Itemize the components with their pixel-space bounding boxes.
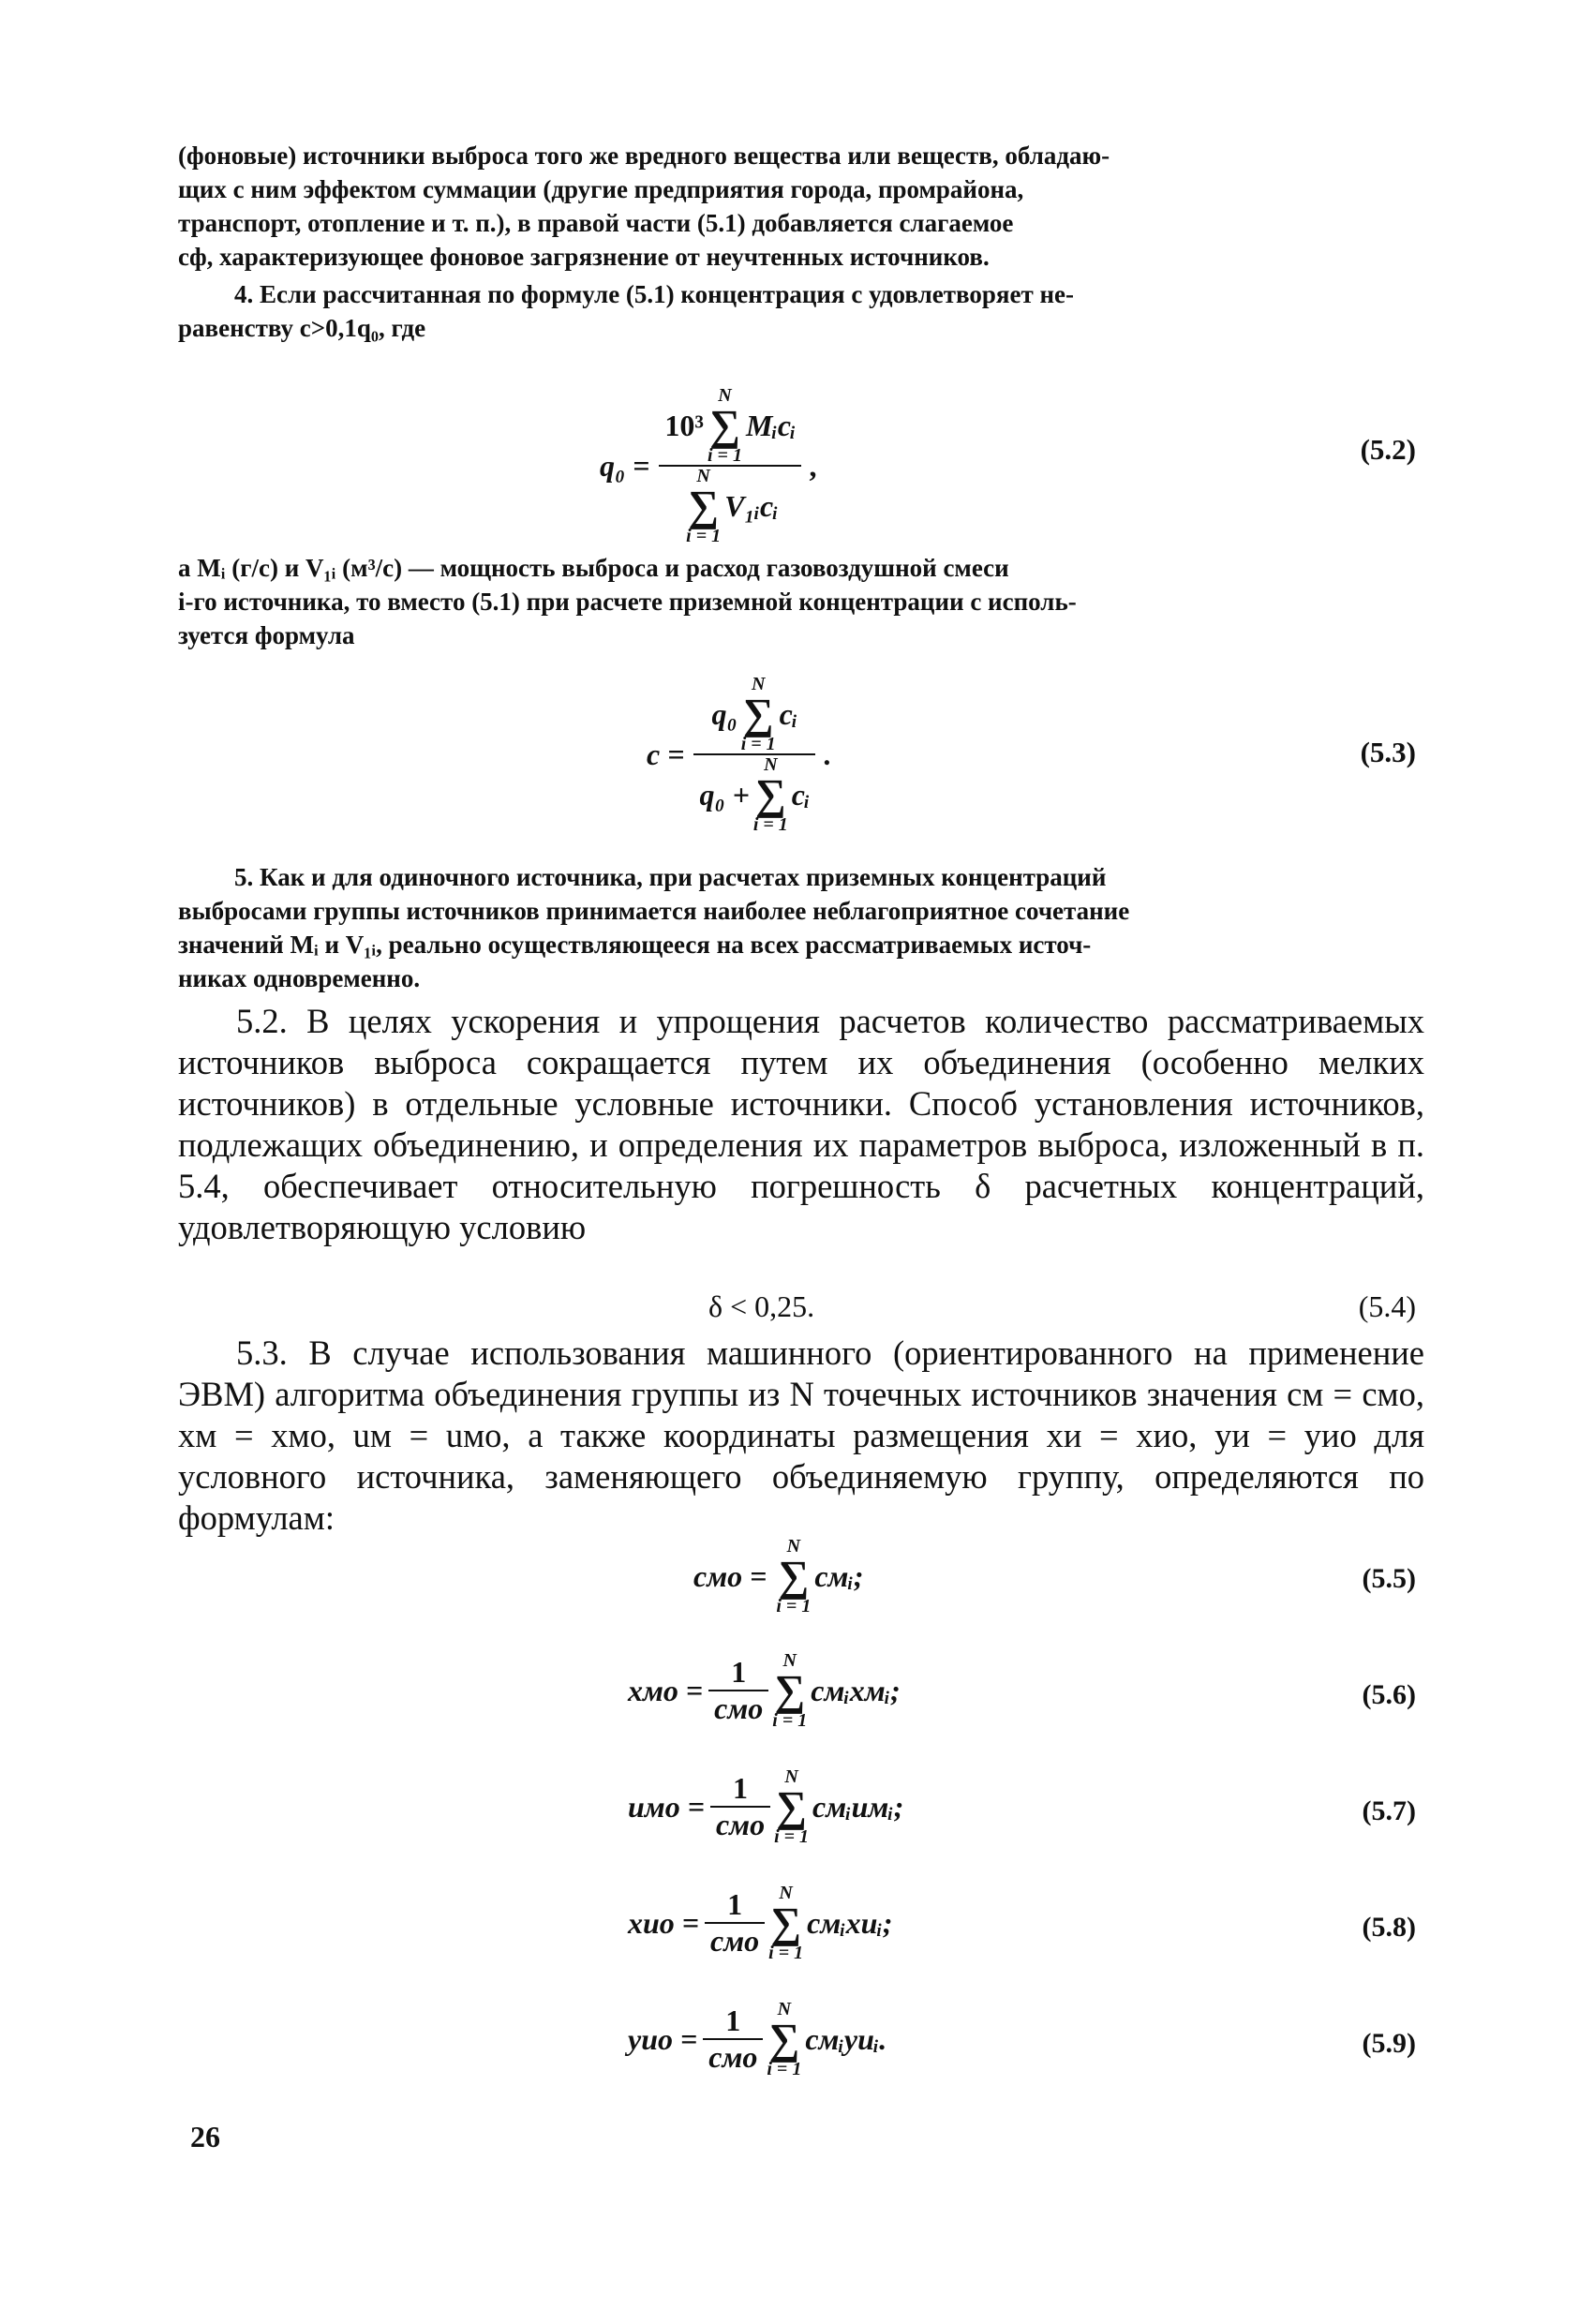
equation-number: (5.7): [1362, 1795, 1416, 1826]
text-line: транспорт, отопление и т. п.), в правой части (5.1) добавляется слагаемое: [178, 209, 1014, 237]
eq-term: cᵢ: [779, 696, 798, 731]
sum-upper: N: [696, 466, 710, 486]
eq-term: Mᵢcᵢ: [745, 408, 797, 442]
sum-symbol: N ∑ i = 1: [768, 1883, 804, 1963]
text-line: 5. Как и для одиночного источника, при расчетах приземных концентраций: [234, 863, 1107, 891]
fraction: [705, 1887, 765, 1959]
sum-upper: N: [779, 1883, 793, 1903]
item-5: [178, 860, 1415, 995]
sum-symbol: N ∑ i = 1: [767, 1999, 802, 2079]
text-line: равенству c>0,1q₀, где: [178, 314, 426, 342]
sum-lower: i = 1: [774, 1826, 810, 1847]
fraction: [703, 2004, 763, 2075]
fraction: [708, 1655, 768, 1726]
fraction-num: 1: [731, 1655, 747, 1689]
eq-coef: q₀: [711, 696, 737, 731]
equation-5-4: [0, 1289, 1594, 1336]
equation-5-9: [0, 2000, 1594, 2103]
text-line: i-го источника, то вместо (5.1) при расчете приземной концентрации c исполь-: [178, 588, 1077, 616]
fraction: [659, 386, 801, 545]
section-5-2: [178, 1001, 1424, 1248]
sum-upper: N: [751, 674, 766, 694]
equation-number: (5.5): [1362, 1563, 1416, 1594]
sum-symbol: N ∑ i = 1: [776, 1536, 812, 1616]
text-line: щих с ним эффектом суммации (другие предприятия города, промрайона,: [178, 175, 1024, 203]
sum-lower: i = 1: [776, 1596, 812, 1616]
eq-term: cмᵢxиᵢ;: [807, 1905, 893, 1940]
eq-coef: 10³: [664, 408, 704, 442]
text-line: выбросами группы источников принимается наиболее неблагоприятное сочетание: [178, 897, 1130, 925]
paragraph: 5.3. В случае использования машинного (ориентированного на применение ЭВМ) алгоритма объединения группы из N точечных источников значения cм = cмо, xм = xмо, uм = uмо, а также координаты размещения xи = xио, yи = yио для условного источника, заменяющего объединяемую группу, определяются по формулам:: [178, 1333, 1424, 1537]
sum-lower: i = 1: [772, 1710, 808, 1731]
equation-5-2: q₀ = 10³ N ∑ i = 1 Mᵢcᵢ N ∑ i = 1 V₁ᵢcᵢ , (5.2): [600, 385, 1416, 546]
sum-upper: N: [782, 1650, 797, 1671]
item-4: [178, 277, 1415, 345]
eq-term: cмᵢ;: [814, 1558, 864, 1593]
fraction-den: cмо: [710, 1924, 760, 1958]
eq-term: cмᵢuмᵢ;: [812, 1789, 904, 1824]
eq-term: V₁ᵢcᵢ: [724, 488, 779, 523]
eq-expr: δ < 0,25.: [708, 1289, 815, 1323]
sum-upper: N: [718, 385, 732, 406]
fraction: [693, 675, 815, 834]
equation-5-7: [0, 1767, 1594, 1870]
sum-symbol: N ∑ i = 1: [740, 674, 776, 754]
fraction-den: cмо: [714, 1691, 764, 1725]
text-line: никах одновременно.: [178, 964, 421, 992]
equation-5-6: [0, 1651, 1594, 1754]
eq-term: cмᵢyиᵢ.: [805, 2021, 887, 2056]
text-line: значений Mᵢ и V₁ᵢ, реально осуществляющееся на всех рассматриваемых источ-: [178, 931, 1092, 959]
sum-lower: i = 1: [686, 526, 722, 546]
sum-symbol: N ∑ i = 1: [686, 466, 722, 546]
sum-symbol: N ∑ i = 1: [772, 1650, 808, 1731]
fraction-den: cмо: [708, 2040, 758, 2074]
fraction-num: 1: [725, 2004, 741, 2037]
sum-upper: N: [777, 1999, 792, 2019]
text-line: cф, характеризующее фоновое загрязнение от неучтенных источников.: [178, 243, 990, 271]
equation-5-8: [0, 1884, 1594, 1987]
equation-number: (5.8): [1362, 1912, 1416, 1943]
equation-number: (5.4): [1358, 1289, 1416, 1323]
fraction-den: cмо: [715, 1808, 766, 1841]
page-number: 26: [190, 2120, 220, 2153]
sum-symbol: N ∑ i = 1: [707, 385, 742, 466]
fraction: [710, 1771, 770, 1842]
paragraph: 5.2. В целях ускорения и упрощения расчетов количество рассматриваемых источников выброса сокращается путем их объединения (особенно мелких источников) в отдельные условные источники. Способ установления источников, подлежащих объединению, и определения их параметров выброса, изложенный в п. 5.4, обеспечивает относительную погрешность δ расчетных концентраций, удовлетворяющую условию: [178, 1002, 1424, 1246]
equation-number: (5.2): [1360, 433, 1416, 466]
fraction-num: 1: [733, 1771, 749, 1805]
equation-number: (5.9): [1362, 2028, 1416, 2059]
equation-5-3: c = q₀ N ∑ i = 1 cᵢ q₀ + N ∑ i = 1 cᵢ . (5.3): [647, 674, 1416, 835]
after-eq-5-2: [178, 551, 1415, 652]
sum-upper: N: [784, 1766, 798, 1787]
eq-term: cᵢ: [791, 777, 811, 812]
eq-lhs: xмо =: [628, 1673, 704, 1707]
sum-lower: i = 1: [707, 445, 742, 466]
sum-lower: i = 1: [740, 734, 776, 754]
sum-lower: i = 1: [768, 1943, 804, 1963]
sum-upper: N: [786, 1536, 801, 1557]
eq-lhs: yио =: [628, 2021, 698, 2056]
section-5-3: [178, 1333, 1424, 1539]
eq-lhs: q₀ =: [600, 448, 650, 483]
sum-symbol: N ∑ i = 1: [774, 1766, 810, 1847]
eq-lhs: cмо =: [693, 1558, 767, 1593]
text-line: 4. Если рассчитанная по формуле (5.1) концентрация c удовлетворяет не-: [234, 280, 1075, 308]
fraction-num: 1: [727, 1887, 743, 1921]
text-line: а Mᵢ (г/с) и V₁ᵢ (м³/с) — мощность выброса и расход газовоздушной смеси: [178, 554, 1009, 582]
eq-prefix: q₀ +: [699, 777, 750, 812]
sum-upper: N: [764, 754, 778, 775]
equation-number: (5.6): [1362, 1679, 1416, 1710]
top-paragraph: [178, 139, 1415, 274]
eq-lhs: xио =: [628, 1905, 700, 1940]
text-line: (фоновые) источники выброса того же вредного вещества или веществ, обладаю-: [178, 142, 1110, 170]
sum-lower: i = 1: [767, 2059, 802, 2079]
eq-term: cмᵢxмᵢ;: [811, 1673, 901, 1707]
equation-number: (5.3): [1360, 736, 1416, 768]
eq-lhs: uмо =: [628, 1789, 705, 1824]
eq-lhs: c =: [647, 737, 685, 771]
sum-lower: i = 1: [752, 814, 788, 835]
sum-symbol: N ∑ i = 1: [752, 754, 788, 835]
equation-5-5: [0, 1537, 1594, 1631]
text-line: зуется формула: [178, 621, 355, 649]
